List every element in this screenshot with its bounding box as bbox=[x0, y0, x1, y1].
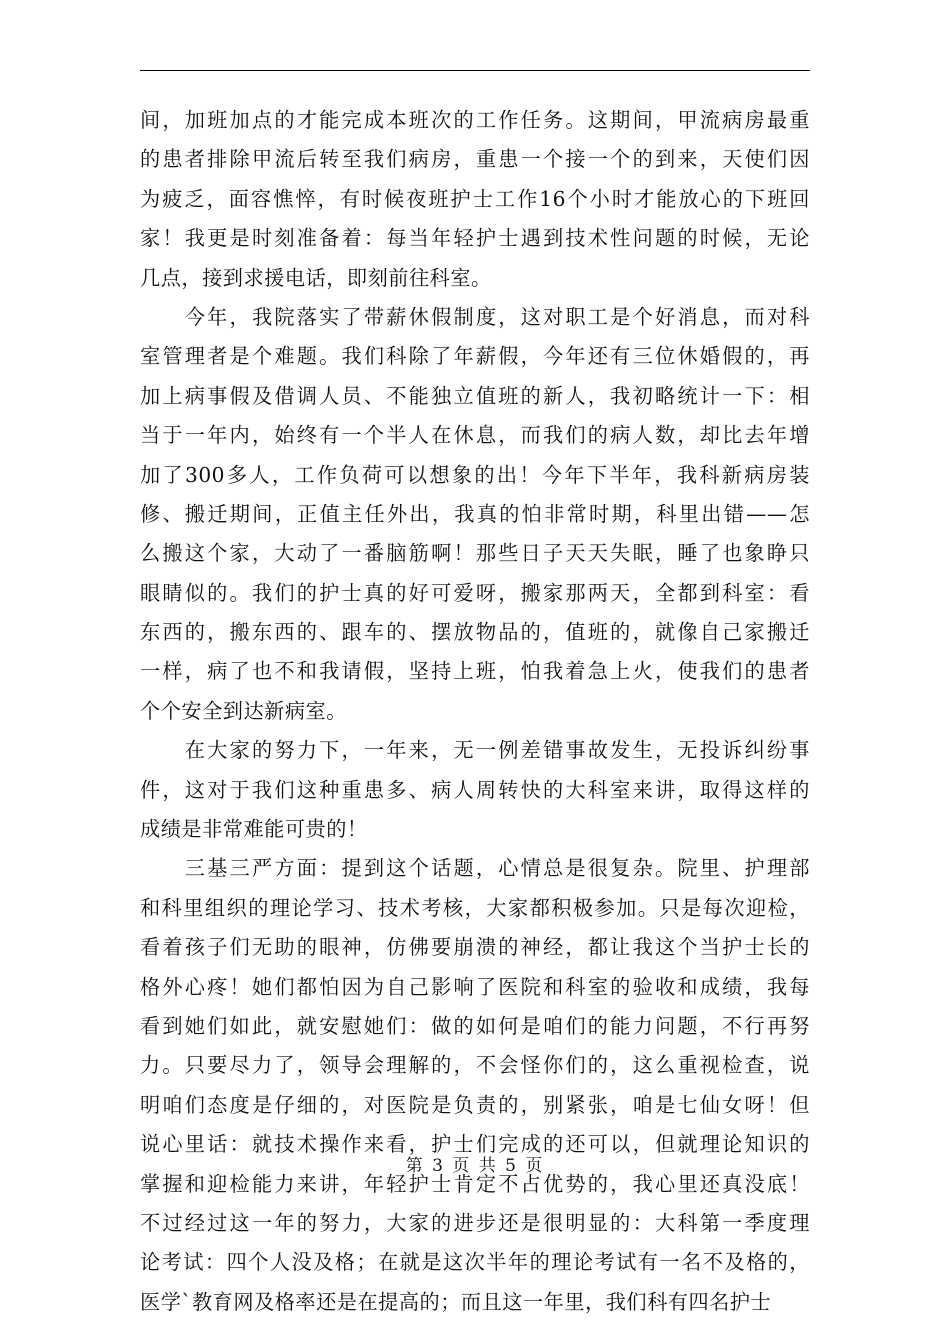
paragraph bbox=[140, 101, 810, 298]
text-line: 个个安全到达新病室。 bbox=[140, 698, 347, 723]
text-line: 和科里组织的理论学习、技术考核，大家都积极参加。只是每次迎检， bbox=[140, 895, 810, 920]
text-line: 格外心疼！她们都怕因为自己影响了医院和科室的验收和成绩，我每 bbox=[140, 974, 810, 999]
text-line: 东西的，搬东西的、跟车的、摆放物品的，值班的，就像自己家搬迁 bbox=[140, 620, 810, 645]
text-line: 不过经过这一年的努力，大家的进步还是很明显的：大科第一季度理 bbox=[140, 1210, 810, 1235]
text-line: 几点，接到求援电话，即刻前往科室。 bbox=[140, 265, 492, 290]
text-line: 在大家的努力下，一年来，无一例差错事故发生，无投诉纠纷事 bbox=[140, 738, 810, 763]
document-body bbox=[140, 101, 810, 1322]
text-line: 说心里话：就技术操作来看，护士们完成的还可以，但就理论知识的 bbox=[140, 1132, 810, 1157]
paragraph bbox=[140, 298, 810, 731]
text-line: 成绩是非常难能可贵的！ bbox=[140, 817, 368, 842]
text-line: 加了300多人，工作负荷可以想象的出！今年下半年，我科新病房装 bbox=[140, 462, 810, 487]
text-line: 家！我更是时刻准备着：每当年轻护士遇到技术性问题的时候，无论 bbox=[140, 226, 810, 251]
paragraph bbox=[140, 849, 810, 1322]
text-line: 修、搬迁期间，正值主任外出，我真的怕非常时期，科里出错——怎 bbox=[140, 501, 810, 526]
text-line: 掌握和迎检能力来讲，年轻护士肯定不占优势的，我心里还真没底！ bbox=[140, 1171, 810, 1196]
text-line: 间，加班加点的才能完成本班次的工作任务。这期间，甲流病房最重 bbox=[140, 108, 810, 132]
text-line: 加上病事假及借调人员、不能独立值班的新人，我初略统计一下：相 bbox=[140, 383, 810, 408]
page-footer: 第 3 页 共 5 页 bbox=[405, 1156, 545, 1176]
text-line: 今年，我院落实了带薪休假制度，这对职工是个好消息，而对科 bbox=[140, 304, 810, 329]
text-line: 力。只要尽力了，领导会理解的，不会怪你们的，这么重视检查，说 bbox=[140, 1053, 810, 1078]
text-line: 为疲乏，面容憔悴，有时候夜班护士工作16个小时才能放心的下班回 bbox=[140, 186, 810, 211]
text-line: 当于一年内，始终有一个半人在休息，而我们的病人数，却比去年增 bbox=[140, 423, 810, 448]
text-line: 室管理者是个难题。我们科除了年薪假，今年还有三位休婚假的，再 bbox=[140, 344, 810, 369]
text-line: 么搬这个家，大动了一番脑筋啊！那些日子天天失眠，睡了也象睁只 bbox=[140, 541, 810, 566]
text-line: 眼睛似的。我们的护士真的好可爱呀，搬家那两天，全都到科室：看 bbox=[140, 580, 810, 605]
text-line: 的患者排除甲流后转至我们病房，重患一个接一个的到来，天使们因 bbox=[140, 147, 810, 172]
text-line: 看着孩子们无助的眼神，仿佛要崩溃的神经，都让我这个当护士长的 bbox=[140, 935, 810, 960]
text-line: 医学`教育网及格率还是在提高的；而且这一年里，我们科有四名护士 bbox=[140, 1289, 772, 1314]
text-line: 三基三严方面：提到这个话题，心情总是很复杂。院里、护理部 bbox=[140, 856, 810, 881]
text-line: 明咱们态度是仔细的，对医院是负责的，别紧张，咱是七仙女呀！但 bbox=[140, 1092, 810, 1117]
text-line: 件，这对于我们这种重患多、病人周转快的大科室来讲，取得这样的 bbox=[140, 777, 810, 802]
header-rule bbox=[140, 70, 810, 71]
text-line: 一样，病了也不和我请假，坚持上班，怕我着急上火，使我们的患者 bbox=[140, 659, 810, 684]
text-line: 看到她们如此，就安慰她们：做的如何是咱们的能力问题，不行再努 bbox=[140, 1013, 810, 1038]
text-line: 论考试：四个人没及格；在就是这次半年的理论考试有一名不及格的， bbox=[140, 1250, 810, 1275]
paragraph bbox=[140, 731, 810, 849]
